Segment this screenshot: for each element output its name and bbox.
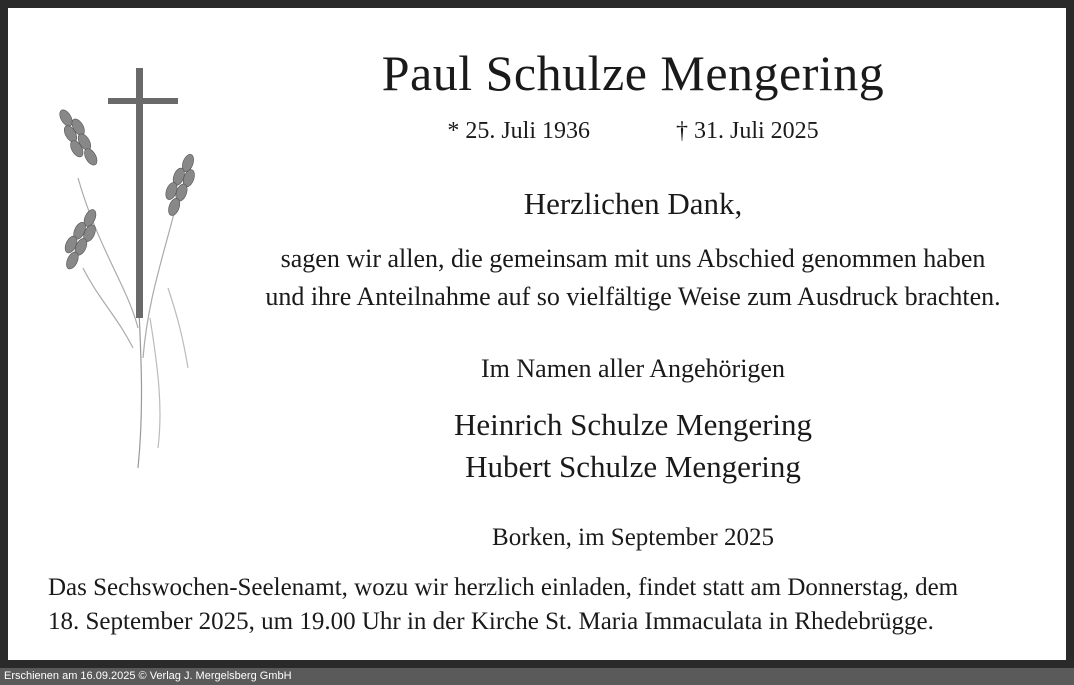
- mass-announcement: [48, 571, 1048, 639]
- deceased-name: Paul Schulze Mengering: [381, 45, 885, 101]
- birth-date: * 25. Juli 1936: [447, 118, 590, 144]
- death-date: † 31. Juli 2025: [676, 118, 819, 144]
- thanks-line: sagen wir allen, die gemeinsam mit uns Abschied genommen haben: [280, 244, 986, 273]
- cross-with-wheat-icon: [38, 68, 218, 498]
- publication-footer: Erschienen am 16.09.2025 © Verlag J. Mergelsberg GmbH: [0, 668, 1074, 685]
- thanks-text: [223, 240, 1043, 316]
- life-dates: [223, 118, 1043, 145]
- mass-line: Das Sechswochen-Seelenamt, wozu wir herzlich einladen, findet statt am Donnerstag, dem: [48, 574, 959, 601]
- behalf-line: Im Namen aller Angehörigen: [481, 354, 785, 383]
- signers: [223, 404, 1043, 488]
- signer-name: Hubert Schulze Mengering: [465, 449, 801, 484]
- thanks-line: und ihre Anteilnahme auf so vielfältige Weise zum Ausdruck brachten.: [265, 282, 1001, 311]
- signer-name: Heinrich Schulze Mengering: [453, 407, 813, 442]
- place-date: Borken, im September 2025: [492, 524, 774, 551]
- mass-line: 18. September 2025, um 19.00 Uhr in der Kirche St. Maria Immaculata in Rhedebrügge.: [48, 608, 934, 635]
- obituary-card: [8, 8, 1066, 660]
- thanks-heading: Herzlichen Dank,: [523, 186, 743, 221]
